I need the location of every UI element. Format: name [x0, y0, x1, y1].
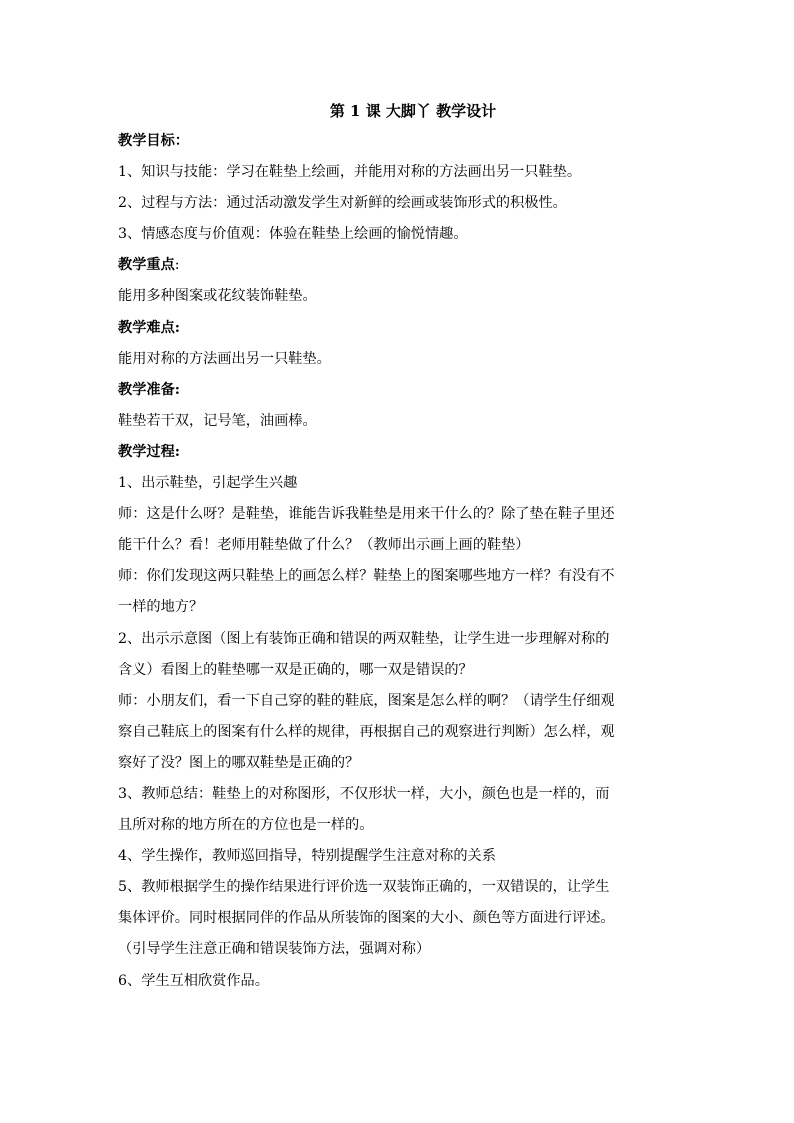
key-points-heading-colon: : — [174, 257, 180, 274]
document-page — [118, 96, 678, 997]
process-step-5-line-1: 5、教师根据学生的操作结果进行评价选一双装饰正确的，一双错误的，让学生 — [118, 879, 610, 896]
key-points-heading — [118, 250, 678, 281]
process-step-5-line-3: （引导学生注意正确和错误装饰方法，强调对称） — [118, 941, 431, 958]
difficulty-heading: 教学难点: — [118, 319, 180, 336]
process-step-1-dialog-1-line-2: 能干什么？看！老师用鞋垫做了什么？（教师出示画上画的鞋垫） — [118, 537, 530, 554]
goals-heading: 教学目标： — [118, 133, 189, 149]
process-step-2-dialog-line-3: 察好了没？图上的哪双鞋垫是正确的？ — [118, 754, 360, 771]
goal-item-2: 2、过程与方法：通过活动激发学生对新鲜的绘画或装饰形式的积极性。 — [118, 195, 567, 212]
process-step-5-line-2: 集体评价。同时根据同伴的作品从所装饰的图案的大小、颜色等方面进行评述。 — [118, 910, 615, 927]
process-step-1-dialog-1-line-1: 师：这是什么呀？是鞋垫，谁能告诉我鞋垫是用来干什么的？除了垫在鞋子里还 — [118, 506, 615, 523]
process-step-3-line-1: 3、教师总结：鞋垫上的对称图形，不仅形状一样，大小，颜色也是一样的，而 — [118, 785, 610, 802]
process-step-1-dialog-2-line-2: 一样的地方？ — [118, 599, 204, 616]
process-step-6: 6、学生互相欣赏作品。 — [118, 972, 269, 989]
process-heading: 教学过程: — [118, 443, 180, 460]
key-points-heading-text: 教学重点 — [118, 257, 175, 274]
process-step-2-line-1: 2、出示示意图（图上有装饰正确和错误的两双鞋垫，让学生进一步理解对称的 — [118, 630, 610, 647]
document-title: 第 1 课 大脚丫 教学设计 — [329, 102, 497, 120]
goal-item-1: 1、知识与技能：学习在鞋垫上绘画，并能用对称的方法画出另一只鞋垫。 — [118, 164, 582, 181]
key-points-text: 能用多种图案或花纹装饰鞋垫。 — [118, 288, 317, 305]
process-step-2-line-2: 含义）看图上的鞋垫哪一双是正确的，哪一双是错误的？ — [118, 661, 473, 678]
process-step-3-line-2: 且所对称的地方所在的方位也是一样的。 — [118, 817, 374, 834]
goal-item-3: 3、情感态度与价值观：体验在鞋垫上绘画的愉悦情趣。 — [118, 226, 468, 243]
process-step-2-dialog-line-1: 师：小朋友们，看一下自己穿的鞋的鞋底，图案是怎么样的啊？（请学生仔细观 — [118, 692, 615, 709]
process-step-1: 1、出示鞋垫，引起学生兴趣 — [118, 475, 298, 492]
difficulty-text: 能用对称的方法画出另一只鞋垫。 — [118, 350, 331, 367]
preparation-text: 鞋垫若干双，记号笔，油画棒。 — [118, 412, 317, 429]
process-step-2-dialog-line-2: 察自己鞋底上的图案有什么样的规律，再根据自己的观察进行判断）怎么样，观 — [118, 723, 615, 740]
preparation-heading: 教学准备: — [118, 381, 180, 398]
process-step-4: 4、学生操作，教师巡回指导，特别提醒学生注意对称的关系 — [118, 848, 496, 865]
process-step-1-dialog-2-line-1: 师：你们发现这两只鞋垫上的画怎么样？鞋垫上的图案哪些地方一样？有没有不 — [118, 568, 615, 585]
